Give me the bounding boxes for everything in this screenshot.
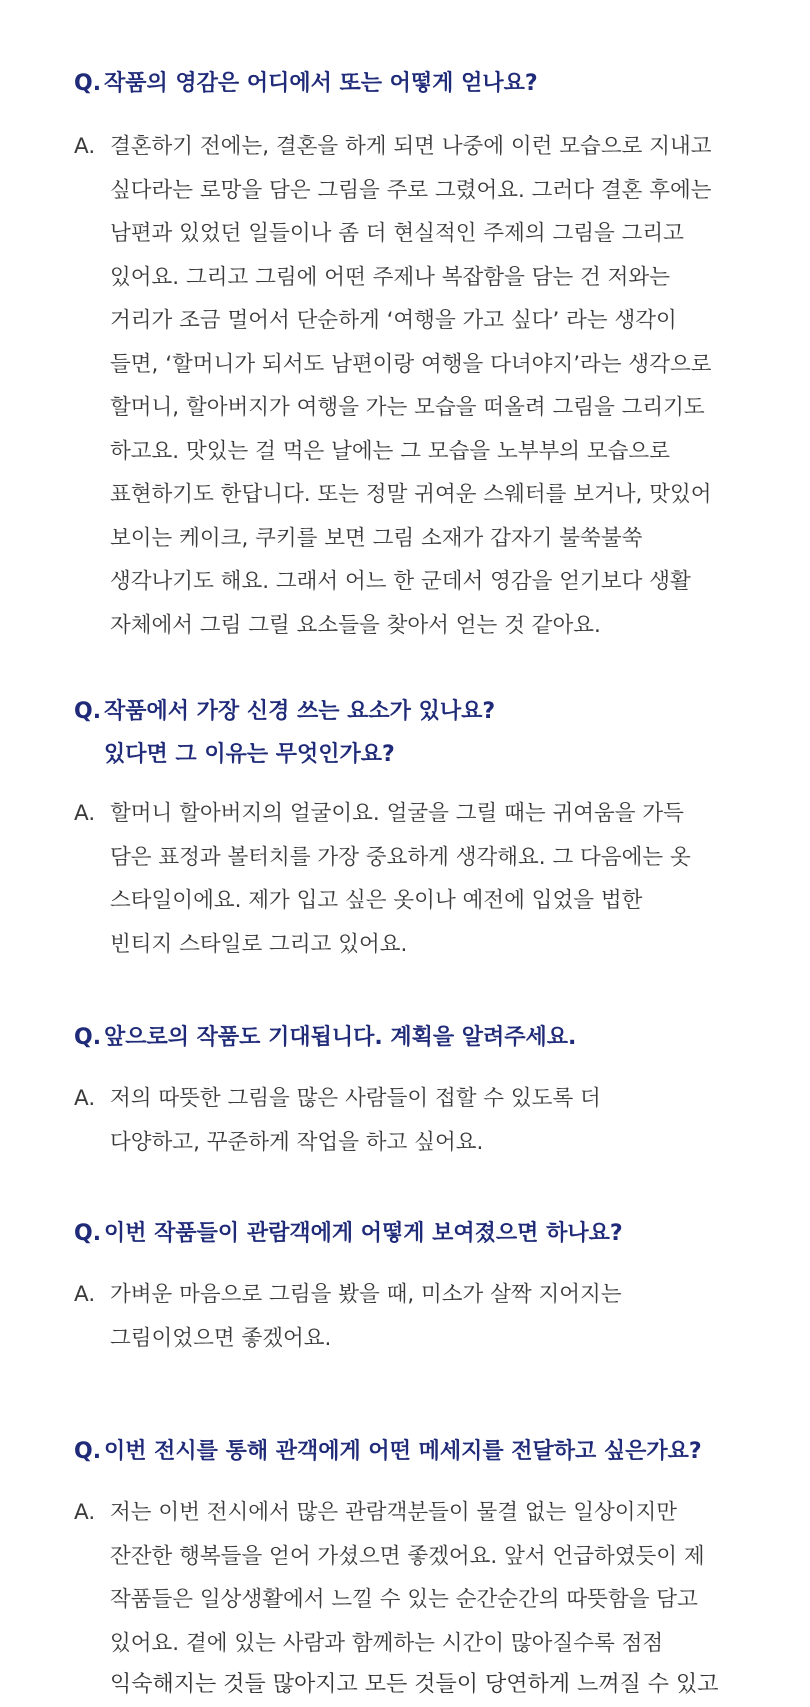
question-mark: Q. (74, 699, 102, 724)
qa-block-inspiration (74, 62, 754, 647)
answer-mark: A. (74, 801, 96, 826)
cutoff-text-bottom: 익숙해지는 것들 많아지고 모든 것들이 당연하게 느껴질 수 있고 (110, 1672, 719, 1697)
answer-line: 있어요. 곁에 있는 사람과 함께하는 시간이 많아질수록 점점 (110, 1630, 664, 1656)
answer-mark: A. (74, 1086, 96, 1111)
question-line: 작품의 영감은 어디에서 또는 어떻게 얻나요? (104, 71, 538, 96)
question (74, 1212, 754, 1255)
answer-line: 빈티지 스타일로 그리고 있어요. (110, 931, 408, 957)
question-line: 있다면 그 이유는 무엇인가요? (104, 742, 395, 767)
answer (74, 792, 754, 966)
question-line: 앞으로의 작품도 기대됩니다. 계획을 알려주세요. (104, 1025, 577, 1050)
answer (74, 1491, 754, 1665)
question-line: 이번 작품들이 관람객에게 어떻게 보여졌으면 하나요? (104, 1221, 623, 1246)
answer-line: 보이는 케이크, 쿠키를 보면 그림 소재가 갑자기 불쑥불쑥 (110, 525, 643, 551)
answer-mark: A. (74, 1282, 96, 1307)
answer-line: 자체에서 그림 그릴 요소들을 찾아서 얻는 것 같아요. (110, 612, 601, 638)
answer-line: 할머니, 할아버지가 여행을 가는 모습을 떠올려 그림을 그리기도 (110, 395, 705, 420)
answer-line: 그림이었으면 좋겠어요. (110, 1325, 332, 1351)
qa-block-future-plans (74, 1016, 754, 1164)
answer-line: 하고요. 맛있는 걸 먹은 날에는 그 모습을 노부부의 모습으로 (110, 438, 670, 464)
qa-block-audience-view (74, 1212, 754, 1360)
question (74, 1016, 754, 1059)
answer-line: 있어요. 그리고 그림에 어떤 주제나 복잡함을 담는 건 저와는 (110, 264, 670, 290)
answer-line: 다양하고, 꾸준하게 작업을 하고 싶어요. (110, 1129, 484, 1155)
qa-block-exhibition-message (74, 1430, 754, 1665)
qa-block-focus-element (74, 690, 754, 966)
answer-line: 가벼운 마음으로 그림을 봤을 때, 미소가 살짝 지어지는 (110, 1282, 622, 1307)
cutoff-text-top (110, 0, 730, 10)
question-line: 작품에서 가장 신경 쓰는 요소가 있나요? (104, 699, 496, 724)
answer-line: 잔잔한 행복들을 얻어 가셨으면 좋겠어요. 앞서 언급하였듯이 제 (110, 1543, 705, 1569)
answer-line: 들면, ‘할머니가 되서도 남편이랑 여행을 다녀야지’라는 생각으로 (110, 351, 712, 377)
answer-mark: A. (74, 1500, 96, 1525)
question (74, 1430, 754, 1473)
answer-mark: A. (74, 134, 96, 159)
question-mark: Q. (74, 71, 102, 96)
answer-line: 작품들은 일상생활에서 느낄 수 있는 순간순간의 따뜻함을 담고 (110, 1587, 698, 1612)
answer-line: 싶다라는 로망을 담은 그림을 주로 그렸어요. 그러다 결혼 후에는 (110, 177, 712, 203)
answer (74, 125, 754, 647)
question-mark: Q. (74, 1025, 102, 1050)
answer-line: 표현하기도 한답니다. 또는 정말 귀여운 스웨터를 보거나, 맛있어 (110, 482, 712, 507)
question-line: 이번 전시를 통해 관객에게 어떤 메세지를 전달하고 싶은가요? (104, 1439, 702, 1464)
question (74, 690, 754, 776)
question-mark: Q. (74, 1439, 102, 1464)
answer-line: 남편과 있었던 일들이나 좀 더 현실적인 주제의 그림을 그리고 (110, 221, 684, 246)
answer-line: 담은 표정과 볼터치를 가장 중요하게 생각해요. 그 다음에는 옷 (110, 844, 691, 870)
answer-line: 결혼하기 전에는, 결혼을 하게 되면 나중에 이런 모습으로 지내고 (110, 134, 712, 159)
answer (74, 1273, 754, 1360)
answer-line: 스타일이에요. 제가 입고 싶은 옷이나 예전에 입었을 법한 (110, 888, 643, 913)
question (74, 62, 754, 105)
answer-line: 생각나기도 해요. 그래서 어느 한 군데서 영감을 얻기보다 생활 (110, 569, 691, 594)
answer-line: 저는 이번 전시에서 많은 관람객분들이 물결 없는 일상이지만 (110, 1500, 678, 1525)
answer-line: 할머니 할아버지의 얼굴이요. 얼굴을 그릴 때는 귀여움을 가득 (110, 801, 684, 826)
question-mark: Q. (74, 1221, 102, 1246)
answer-line: 저의 따뜻한 그림을 많은 사람들이 접할 수 있도록 더 (110, 1086, 601, 1111)
answer-line: 거리가 조금 멀어서 단순하게 ‘여행을 가고 싶다’ 라는 생각이 (110, 308, 677, 333)
answer (74, 1077, 754, 1164)
